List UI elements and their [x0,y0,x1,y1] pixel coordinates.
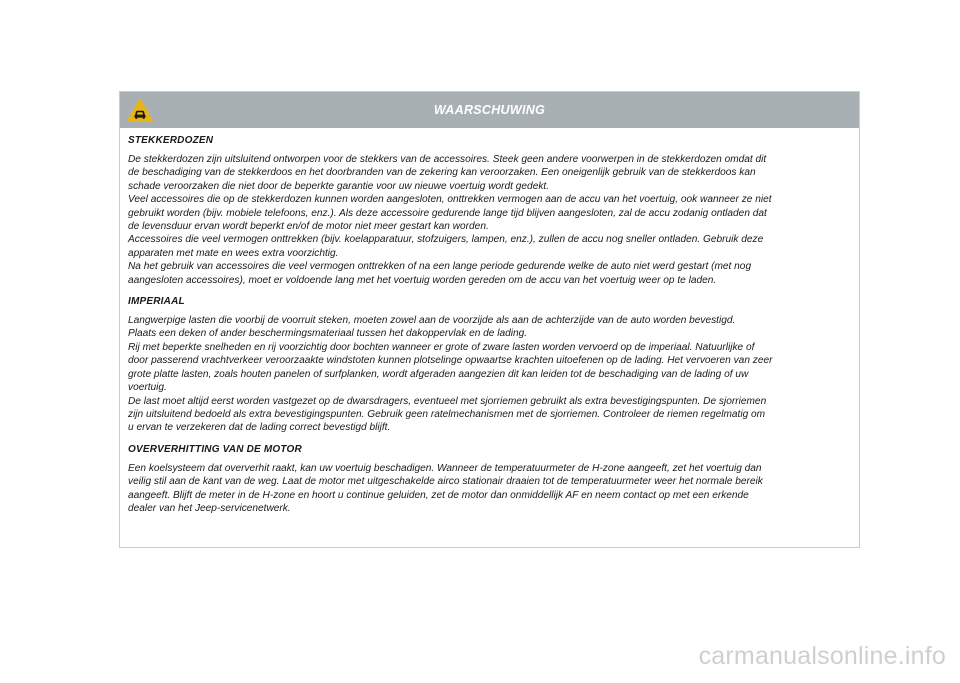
watermark-text: carmanualsonline.info [698,642,946,670]
section-text-stekkerdozen: De stekkerdozen zijn uitsluitend ontworpen voor de stekkers van de accessoires. Steek geen andere voorwerpen in de stekkerdozen omdat dit de beschadiging van de stekkerdoos en het doorbranden van de zekering kan veroorzaken. Een oneigenlijk gebruik van de stekkerdoos kan schade veroorzaken die niet door de beperkte garantie voor uw nieuwe voertuig wordt gedekt. Veel accessoires die op de stekkerdozen kunnen worden aangesloten, onttrekken vermogen aan de accu van het voertuig, ook wanneer ze niet gebruikt worden (bijv. mobiele telefoons, enz.). Als deze accessoire gedurende lange tijd blijven aangesloten, zal de accu zodanig ontladen dat de levensduur ervan wordt beperkt en/of de motor niet meer gestart kan worden. Accessoires die veel vermogen onttrekken (bijv. koelapparatuur, stofzuigers, lampen, enz.), zullen de accu nog sneller ontladen. Gebruik deze apparaten met mate en wees extra voorzichtig. Na het gebruik van accessoires die veel vermogen onttrekken of na een lange periode gedurende welke de auto niet werd gestart (met nog aangesloten accessoires), moet er voldoende lang met het voertuig worden gereden om de accu van het voertuig weer op te laden. [128,154,772,286]
section-text-imperiaal: Langwerpige lasten die voorbij de voorruit steken, moeten zowel aan de voorzijde als aan de achterzijde van de auto worden bevestigd. Plaats een deken of ander beschermingsmateriaal tussen het dakoppervlak en de lading. Rij met beperkte snelheden en rij voorzichtig door bochten wanneer er grote of zware lasten worden vervoerd op de imperiaal. Natuurlijke of door passerend vrachtverkeer veroorzaakte windstoten kunnen plotselinge opwaartse krachten uitoefenen op de lading. Het vervoeren van zeer grote platte lasten, zoals houten panelen of surfplanken, wordt afgeraden aangezien dit kan leiden tot de beschadiging van de lading of uw voertuig. De last moet altijd eerst worden vastgezet op de dwarsdragers, eventueel met sjorriemen gebruikt als extra bevestigingspunten. De sjorriemen zijn uitsluitend bedoeld als extra bevestigingspunten. Gebruik geen ratelmechanismen met de sjorriemen. Controleer de riemen regelmatig om u ervan te verzekeren dat de lading correct bevestigd blijft. [128,315,773,434]
section-heading-imperiaal: IMPERIAAL [128,296,185,308]
warning-title: WAARSCHUWING [433,103,546,117]
section-heading-stekkerdozen: STEKKERDOZEN [128,135,214,146]
warning-body [120,128,859,515]
warning-header [120,92,859,128]
section-heading-oververhitting: OVERVERHITTING VAN DE MOTOR [128,443,302,455]
section-text-oververhitting: Een koelsysteem dat oververhit raakt, kan uw voertuig beschadigen. Wanneer de temperatuurmeter de H-zone aangeeft, zet het voertuig dan veilig stil aan de kant van de weg. Laat de motor met uitgeschakelde airco stationair draaien tot de temperatuurmeter weer het normale bereik aangeeft. Blijft de meter in de H-zone en hoort u continue geluiden, zet de motor dan onmiddellijk AF en neem contact op met een erkende dealer van het Jeep-servicenetwerk. [128,462,763,514]
car-warning-icon [120,92,160,128]
warning-box [119,91,860,548]
